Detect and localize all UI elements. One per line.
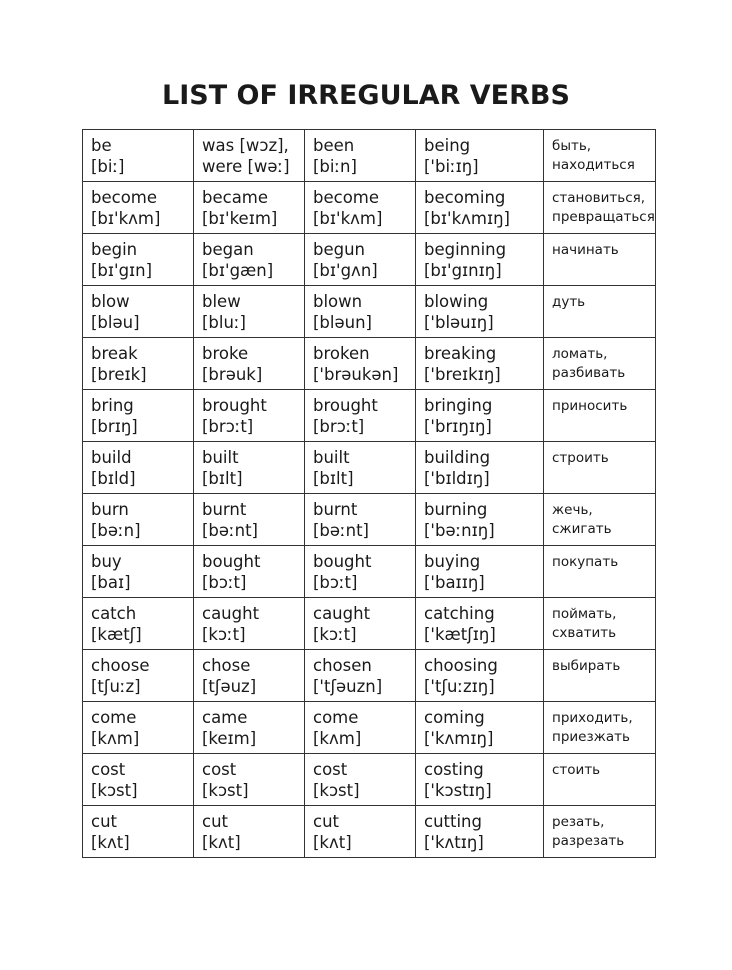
ing-form-cell — [416, 494, 544, 546]
verb-transcription: [brəuk] — [202, 365, 263, 384]
verb-word: break — [91, 344, 138, 363]
base-form-cell — [83, 754, 194, 806]
past-participle-cell — [305, 286, 416, 338]
table-row — [83, 182, 656, 234]
past-participle-cell — [305, 234, 416, 286]
verb-transcription: [kɔːt] — [313, 625, 357, 644]
verb-transcription: [kɔst] — [91, 781, 138, 800]
verb-transcription: ['tʃuːzɪŋ] — [424, 677, 495, 696]
verb-transcription: [tʃəuz] — [202, 677, 257, 696]
table-row — [83, 338, 656, 390]
translation-cell — [544, 390, 656, 442]
translation-cell — [544, 806, 656, 858]
russian-translation: начинать — [552, 242, 619, 258]
base-form-cell — [83, 806, 194, 858]
verb-transcription: [kɔst] — [202, 781, 249, 800]
translation-cell — [544, 130, 656, 182]
translation-cell — [544, 598, 656, 650]
verb-transcription: [bəːnt] — [313, 521, 369, 540]
ing-form-cell — [416, 598, 544, 650]
verb-word: choose — [91, 656, 150, 675]
verb-word: cutting — [424, 812, 482, 831]
verb-transcription: [bləun] — [313, 313, 372, 332]
verb-word: being — [424, 136, 471, 155]
past-participle-cell — [305, 806, 416, 858]
translation-cell — [544, 442, 656, 494]
verb-word: began — [202, 240, 254, 259]
verb-transcription: [kætʃ] — [91, 625, 142, 644]
past-simple-cell — [194, 650, 305, 702]
verb-word: broke — [202, 344, 249, 363]
verb-word: become — [91, 188, 158, 207]
past-participle-cell — [305, 494, 416, 546]
past-simple-cell — [194, 390, 305, 442]
past-simple-cell — [194, 702, 305, 754]
verb-word: begun — [313, 240, 366, 259]
verb-transcription: [brɔːt] — [202, 417, 254, 436]
table-row — [83, 390, 656, 442]
verb-transcription: [brɔːt] — [313, 417, 365, 436]
verb-word: catch — [91, 604, 137, 623]
verb-word: burning — [424, 500, 488, 519]
past-simple-cell — [194, 442, 305, 494]
past-participle-cell — [305, 598, 416, 650]
verb-word: became — [202, 188, 269, 207]
past-simple-cell — [194, 130, 305, 182]
verb-word: building — [424, 448, 491, 467]
verb-word: becoming — [424, 188, 506, 207]
verb-word: bringing — [424, 396, 493, 415]
verb-word: begin — [91, 240, 138, 259]
past-simple-cell — [194, 598, 305, 650]
verb-transcription: [breɪk] — [91, 365, 147, 384]
base-form-cell — [83, 182, 194, 234]
base-form-cell — [83, 130, 194, 182]
table-row — [83, 286, 656, 338]
ing-form-cell — [416, 338, 544, 390]
verb-word: burn — [91, 500, 129, 519]
verb-word: burnt — [202, 500, 247, 519]
ing-form-cell — [416, 546, 544, 598]
base-form-cell — [83, 702, 194, 754]
russian-translation: резать, разрезать — [552, 814, 625, 849]
verb-word: catching — [424, 604, 495, 623]
verb-transcription: ['kɔstɪŋ] — [424, 781, 492, 800]
translation-cell — [544, 546, 656, 598]
past-simple-cell — [194, 494, 305, 546]
ing-form-cell — [416, 650, 544, 702]
verb-transcription: [baɪ] — [91, 573, 131, 592]
verb-transcription: [bɪ'gɪnɪŋ] — [424, 261, 502, 280]
ing-form-cell — [416, 130, 544, 182]
past-simple-cell — [194, 806, 305, 858]
base-form-cell — [83, 390, 194, 442]
page-title: LIST OF IRREGULAR VERBS — [162, 80, 570, 111]
russian-translation: приносить — [552, 398, 628, 414]
verb-transcription: were [wəː] — [202, 157, 290, 176]
base-form-cell — [83, 494, 194, 546]
past-simple-cell — [194, 546, 305, 598]
verb-word: was [wɔz], — [202, 136, 289, 155]
table-row — [83, 546, 656, 598]
verb-word: come — [313, 708, 359, 727]
translation-cell — [544, 702, 656, 754]
ing-form-cell — [416, 234, 544, 286]
verb-transcription: [kʌm] — [91, 729, 140, 748]
verb-transcription: ['breɪkɪŋ] — [424, 365, 501, 384]
past-simple-cell — [194, 754, 305, 806]
verb-word: coming — [424, 708, 485, 727]
verb-transcription: [brɪŋ] — [91, 417, 138, 436]
base-form-cell — [83, 338, 194, 390]
base-form-cell — [83, 286, 194, 338]
verb-transcription: [kʌt] — [91, 833, 130, 852]
verb-word: been — [313, 136, 355, 155]
verb-transcription: [kɔːt] — [202, 625, 246, 644]
verb-transcription: [bəːnt] — [202, 521, 258, 540]
ing-form-cell — [416, 286, 544, 338]
verb-transcription: [bɪ'keɪm] — [202, 209, 278, 228]
verb-word: costing — [424, 760, 484, 779]
verb-word: blowing — [424, 292, 489, 311]
table-row — [83, 754, 656, 806]
table-row — [83, 234, 656, 286]
verb-transcription: [kʌt] — [313, 833, 352, 852]
russian-translation: ломать, разбивать — [552, 346, 626, 381]
base-form-cell — [83, 442, 194, 494]
russian-translation: поймать, схватить — [552, 606, 617, 641]
verb-transcription: [kɔst] — [313, 781, 360, 800]
past-participle-cell — [305, 442, 416, 494]
verb-word: cost — [202, 760, 237, 779]
russian-translation: строить — [552, 450, 609, 466]
translation-cell — [544, 286, 656, 338]
ing-form-cell — [416, 182, 544, 234]
irregular-verbs-table — [82, 129, 656, 858]
verb-word: bought — [202, 552, 261, 571]
table-row — [83, 598, 656, 650]
verb-word: built — [202, 448, 239, 467]
base-form-cell — [83, 598, 194, 650]
verb-word: cost — [313, 760, 348, 779]
verb-transcription: ['biːɪŋ] — [424, 157, 479, 176]
verb-word: come — [91, 708, 137, 727]
verb-transcription: [bɪlt] — [202, 469, 243, 488]
past-simple-cell — [194, 286, 305, 338]
verb-transcription: [bɪ'kʌm] — [91, 209, 161, 228]
verb-word: buy — [91, 552, 122, 571]
russian-translation: дуть — [552, 294, 586, 310]
ing-form-cell — [416, 390, 544, 442]
ing-form-cell — [416, 442, 544, 494]
verb-word: brought — [313, 396, 378, 415]
verb-word: cost — [91, 760, 126, 779]
verb-transcription: ['tʃəuzn] — [313, 677, 383, 696]
verb-transcription: [bɪ'gɪn] — [91, 261, 153, 280]
past-participle-cell — [305, 754, 416, 806]
verb-word: built — [313, 448, 350, 467]
verb-transcription: [bɔːt] — [313, 573, 358, 592]
verb-word: caught — [313, 604, 371, 623]
verbs-table-body — [83, 130, 656, 858]
table-row — [83, 494, 656, 546]
past-simple-cell — [194, 234, 305, 286]
russian-translation: стоить — [552, 762, 601, 778]
verb-transcription: [bɔːt] — [202, 573, 247, 592]
verb-transcription: [bɪ'gʌn] — [313, 261, 378, 280]
verb-transcription: [bluː] — [202, 313, 246, 332]
table-row — [83, 130, 656, 182]
verb-word: burnt — [313, 500, 358, 519]
verb-transcription: ['baɪɪŋ] — [424, 573, 485, 592]
translation-cell — [544, 494, 656, 546]
verb-word: build — [91, 448, 132, 467]
russian-translation: жечь, сжигать — [552, 502, 612, 537]
verb-word: buying — [424, 552, 481, 571]
translation-cell — [544, 754, 656, 806]
past-participle-cell — [305, 546, 416, 598]
verb-word: caught — [202, 604, 260, 623]
verb-transcription: [kʌt] — [202, 833, 241, 852]
verb-word: blown — [313, 292, 363, 311]
verb-transcription: ['bəːnɪŋ] — [424, 521, 495, 540]
base-form-cell — [83, 650, 194, 702]
verb-word: cut — [91, 812, 117, 831]
verb-word: chose — [202, 656, 251, 675]
verb-transcription: ['brəukən] — [313, 365, 399, 384]
table-row — [83, 806, 656, 858]
verb-transcription: [keɪm] — [202, 729, 257, 748]
past-simple-cell — [194, 182, 305, 234]
ing-form-cell — [416, 702, 544, 754]
verb-word: came — [202, 708, 248, 727]
russian-translation: быть, находиться — [552, 138, 635, 173]
verb-word: blow — [91, 292, 130, 311]
verb-word: chosen — [313, 656, 372, 675]
past-participle-cell — [305, 338, 416, 390]
russian-translation: выбирать — [552, 658, 621, 674]
past-participle-cell — [305, 130, 416, 182]
russian-translation: покупать — [552, 554, 619, 570]
verb-word: beginning — [424, 240, 507, 259]
verb-transcription: [bɪ'kʌm] — [313, 209, 383, 228]
verb-word: blew — [202, 292, 241, 311]
verb-word: bring — [91, 396, 134, 415]
verb-transcription: ['bɪldɪŋ] — [424, 469, 490, 488]
verb-word: brought — [202, 396, 267, 415]
ing-form-cell — [416, 754, 544, 806]
verb-transcription: ['brɪŋɪŋ] — [424, 417, 492, 436]
verb-transcription: [bəːn] — [91, 521, 141, 540]
verb-transcription: [bɪlt] — [313, 469, 354, 488]
translation-cell — [544, 182, 656, 234]
past-participle-cell — [305, 390, 416, 442]
translation-cell — [544, 338, 656, 390]
verb-word: bought — [313, 552, 372, 571]
russian-translation: приходить, приезжать — [552, 710, 633, 745]
table-row — [83, 702, 656, 754]
verb-word: broken — [313, 344, 370, 363]
verb-word: breaking — [424, 344, 497, 363]
verb-transcription: [bləu] — [91, 313, 140, 332]
base-form-cell — [83, 546, 194, 598]
past-participle-cell — [305, 702, 416, 754]
verb-transcription: [bɪld] — [91, 469, 136, 488]
past-simple-cell — [194, 338, 305, 390]
translation-cell — [544, 234, 656, 286]
verb-word: cut — [202, 812, 228, 831]
verb-transcription: ['kætʃɪŋ] — [424, 625, 496, 644]
verb-word: cut — [313, 812, 339, 831]
translation-cell — [544, 650, 656, 702]
verb-word: be — [91, 136, 112, 155]
past-participle-cell — [305, 182, 416, 234]
russian-translation: становиться, превращаться — [552, 190, 655, 225]
base-form-cell — [83, 234, 194, 286]
verb-transcription: ['bləuɪŋ] — [424, 313, 494, 332]
verb-transcription: [biː] — [91, 157, 125, 176]
verb-transcription: [kʌm] — [313, 729, 362, 748]
table-row — [83, 650, 656, 702]
verb-transcription: [bɪ'gæn] — [202, 261, 274, 280]
verb-transcription: [tʃuːz] — [91, 677, 141, 696]
verb-transcription: ['kʌtɪŋ] — [424, 833, 484, 852]
verb-word: choosing — [424, 656, 498, 675]
past-participle-cell — [305, 650, 416, 702]
verb-transcription: ['kʌmɪŋ] — [424, 729, 494, 748]
verb-transcription: [bɪ'kʌmɪŋ] — [424, 209, 510, 228]
verb-word: become — [313, 188, 380, 207]
table-row — [83, 442, 656, 494]
ing-form-cell — [416, 806, 544, 858]
verb-transcription: [biːn] — [313, 157, 357, 176]
